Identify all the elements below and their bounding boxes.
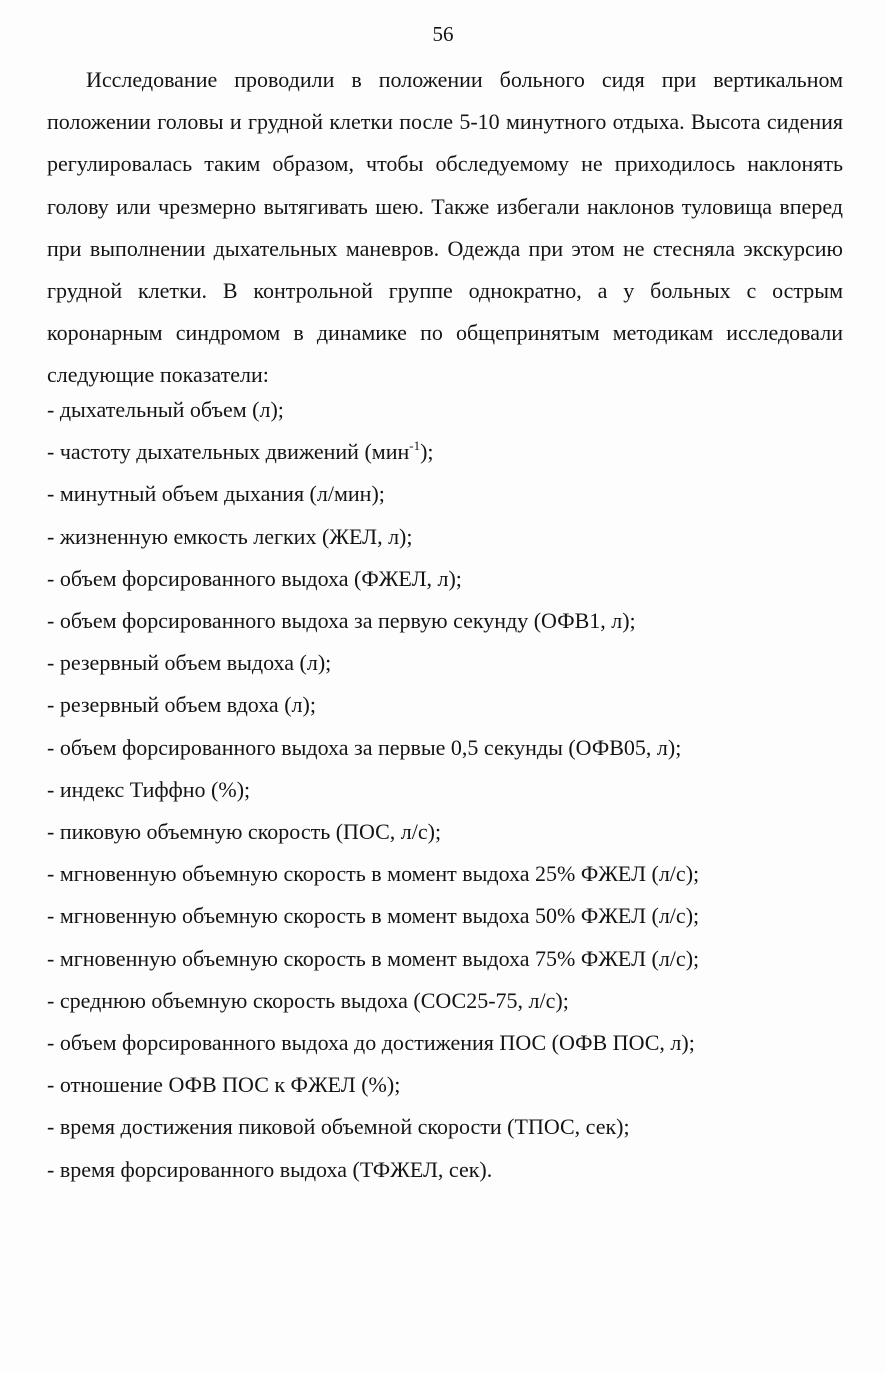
parameter-list — [47, 389, 847, 1191]
list-item: - мгновенную объемную скорость в момент выдоха 50% ФЖЕЛ (л/с); — [47, 903, 700, 929]
list-item: - мгновенную объемную скорость в момент выдоха 25% ФЖЕЛ (л/с); — [47, 861, 700, 887]
list-item: - пиковую объемную скорость (ПОС, л/с); — [47, 819, 442, 845]
list-item: - объем форсированного выдоха за первые 0,5 секунды (ОФВ05, л); — [47, 734, 682, 760]
page-number: 56 — [432, 22, 454, 46]
list-item: - среднюю объемную скорость выдоха (СОС25-75, л/с); — [47, 987, 569, 1013]
list-item: - жизненную емкость легких (ЖЕЛ, л); — [47, 523, 413, 549]
list-item: - отношение ОФВ ПОС к ФЖЕЛ (%); — [47, 1072, 401, 1098]
list-item: - резервный объем выдоха (л); — [47, 650, 332, 676]
list-item: - индекс Тиффно (%); — [47, 776, 251, 802]
list-item: - мгновенную объемную скорость в момент выдоха 75% ФЖЕЛ (л/с); — [47, 945, 700, 971]
intro-paragraph: Исследование проводили в положении больного сидя при вертикальном положении головы и грудной клетки после 5-10 минутного отдыха. Высота сидения регулировалась таким образом, чтобы обследуемому не приходилось наклонять голову или чрезмерно вытягивать шею. Также избегали наклонов туловища вперед при выполнении дыхательных маневров. Одежда при этом не стесняла экскурсию грудной клетки. В контрольной группе однократно, а у больных с острым коронарным синдромом в динамике по общепринятым методикам исследовали следующие показатели: — [47, 67, 843, 388]
list-item: - объем форсированного выдоха (ФЖЕЛ, л); — [47, 565, 462, 591]
exponent: -1 — [409, 438, 421, 454]
list-item: - минутный объем дыхания (л/мин); — [47, 481, 385, 507]
list-item-suffix: ); — [420, 439, 434, 465]
list-item-text: - частоту дыхательных движений (мин — [47, 439, 410, 465]
list-item: - резервный объем вдоха (л); — [47, 692, 316, 718]
list-item: - время достижения пиковой объемной скорости (ТПОС, сек); — [47, 1114, 630, 1140]
list-item: - время форсированного выдоха (ТФЖЕЛ, сек). — [47, 1156, 493, 1182]
list-item: - дыхательный объем (л); — [47, 397, 284, 422]
list-item: - объем форсированного выдоха за первую секунду (ОФВ1, л); — [47, 608, 636, 634]
list-item: - объем форсированного выдоха до достижения ПОС (ОФВ ПОС, л); — [47, 1030, 695, 1056]
list-item — [47, 431, 847, 473]
